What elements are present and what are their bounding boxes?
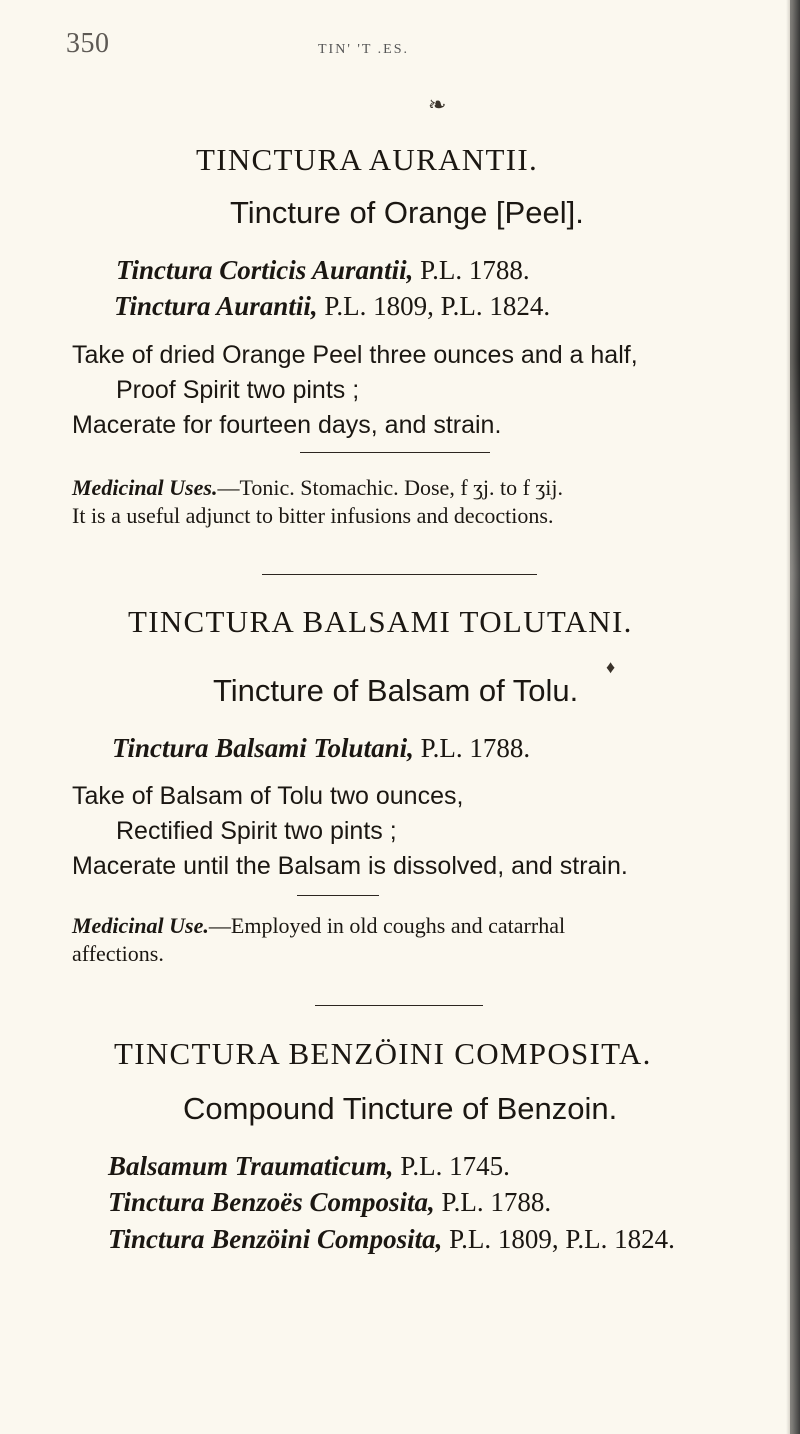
- section-divider: [300, 452, 490, 453]
- citation-line: [114, 291, 550, 322]
- citation-ref: P.L. 1809, P.L. 1824.: [449, 1224, 675, 1254]
- section-title: TINCTURA BALSAMI TOLUTANI.: [128, 604, 633, 639]
- recipe-line: Rectified Spirit two pints ;: [116, 817, 397, 845]
- citation-name: Tinctura Benzöini Composita,: [108, 1224, 443, 1254]
- page-number: 350: [66, 28, 110, 59]
- citation-ref: P.L. 1745.: [400, 1151, 510, 1181]
- note-label: Medicinal Use.: [72, 913, 209, 938]
- citation-line: [112, 733, 530, 764]
- running-title: TIN' 'T .ES.: [318, 42, 410, 57]
- citation-ref: P.L. 1788.: [420, 255, 530, 285]
- note-continuation: It is a useful adjunct to bitter infusions and decoctions.: [72, 503, 554, 528]
- citation-name: Tinctura Balsami Tolutani,: [112, 733, 414, 763]
- section-title: TINCTURA AURANTII.: [196, 142, 538, 177]
- citation-ref: P.L. 1788.: [441, 1187, 552, 1217]
- section-divider: [297, 895, 379, 896]
- section-divider: [315, 1005, 483, 1006]
- recipe-line: Proof Spirit two pints ;: [116, 376, 360, 404]
- section-subtitle: Compound Tincture of Benzoin.: [183, 1091, 618, 1126]
- medicinal-note: [72, 475, 563, 501]
- note-label: Medicinal Uses.: [72, 475, 218, 500]
- recipe-line: Take of dried Orange Peel three ounces and a half,: [72, 341, 638, 369]
- citation-line: [108, 1224, 675, 1255]
- citation-name: Tinctura Benzoës Composita,: [108, 1187, 435, 1217]
- citation-name: Tinctura Aurantii,: [114, 291, 318, 321]
- section-title: TINCTURA BENZÖINI COMPOSITA.: [114, 1036, 652, 1071]
- section-divider: [262, 574, 537, 575]
- citation-name: Balsamum Traumaticum,: [108, 1151, 394, 1181]
- citation-name: Tinctura Corticis Aurantii,: [116, 255, 414, 285]
- note-text: —Employed in old coughs and catarrhal: [208, 913, 566, 938]
- recipe-line: Macerate until the Balsam is dissolved, and strain.: [72, 852, 628, 880]
- citation-line: [108, 1151, 510, 1182]
- citation-ref: P.L. 1788.: [420, 733, 531, 763]
- section-subtitle: Tincture of Orange [Peel].: [230, 195, 584, 230]
- page-edge-shadow: [790, 0, 800, 1434]
- recipe-line: Take of Balsam of Tolu two ounces,: [72, 782, 464, 810]
- note-continuation: affections.: [72, 941, 164, 966]
- citation-line: [116, 255, 530, 286]
- section-subtitle: Tincture of Balsam of Tolu.: [213, 673, 579, 708]
- medicinal-note: [72, 913, 565, 939]
- citation-line: [108, 1187, 551, 1218]
- printer-mark-icon: ♦: [606, 657, 616, 677]
- note-text: —Tonic. Stomachic. Dose, f ʒj. to f ʒij.: [217, 475, 563, 500]
- citation-ref: P.L. 1809, P.L. 1824.: [324, 291, 551, 321]
- printer-ornament-icon: ❧: [428, 92, 447, 117]
- recipe-line: Macerate for fourteen days, and strain.: [72, 411, 502, 439]
